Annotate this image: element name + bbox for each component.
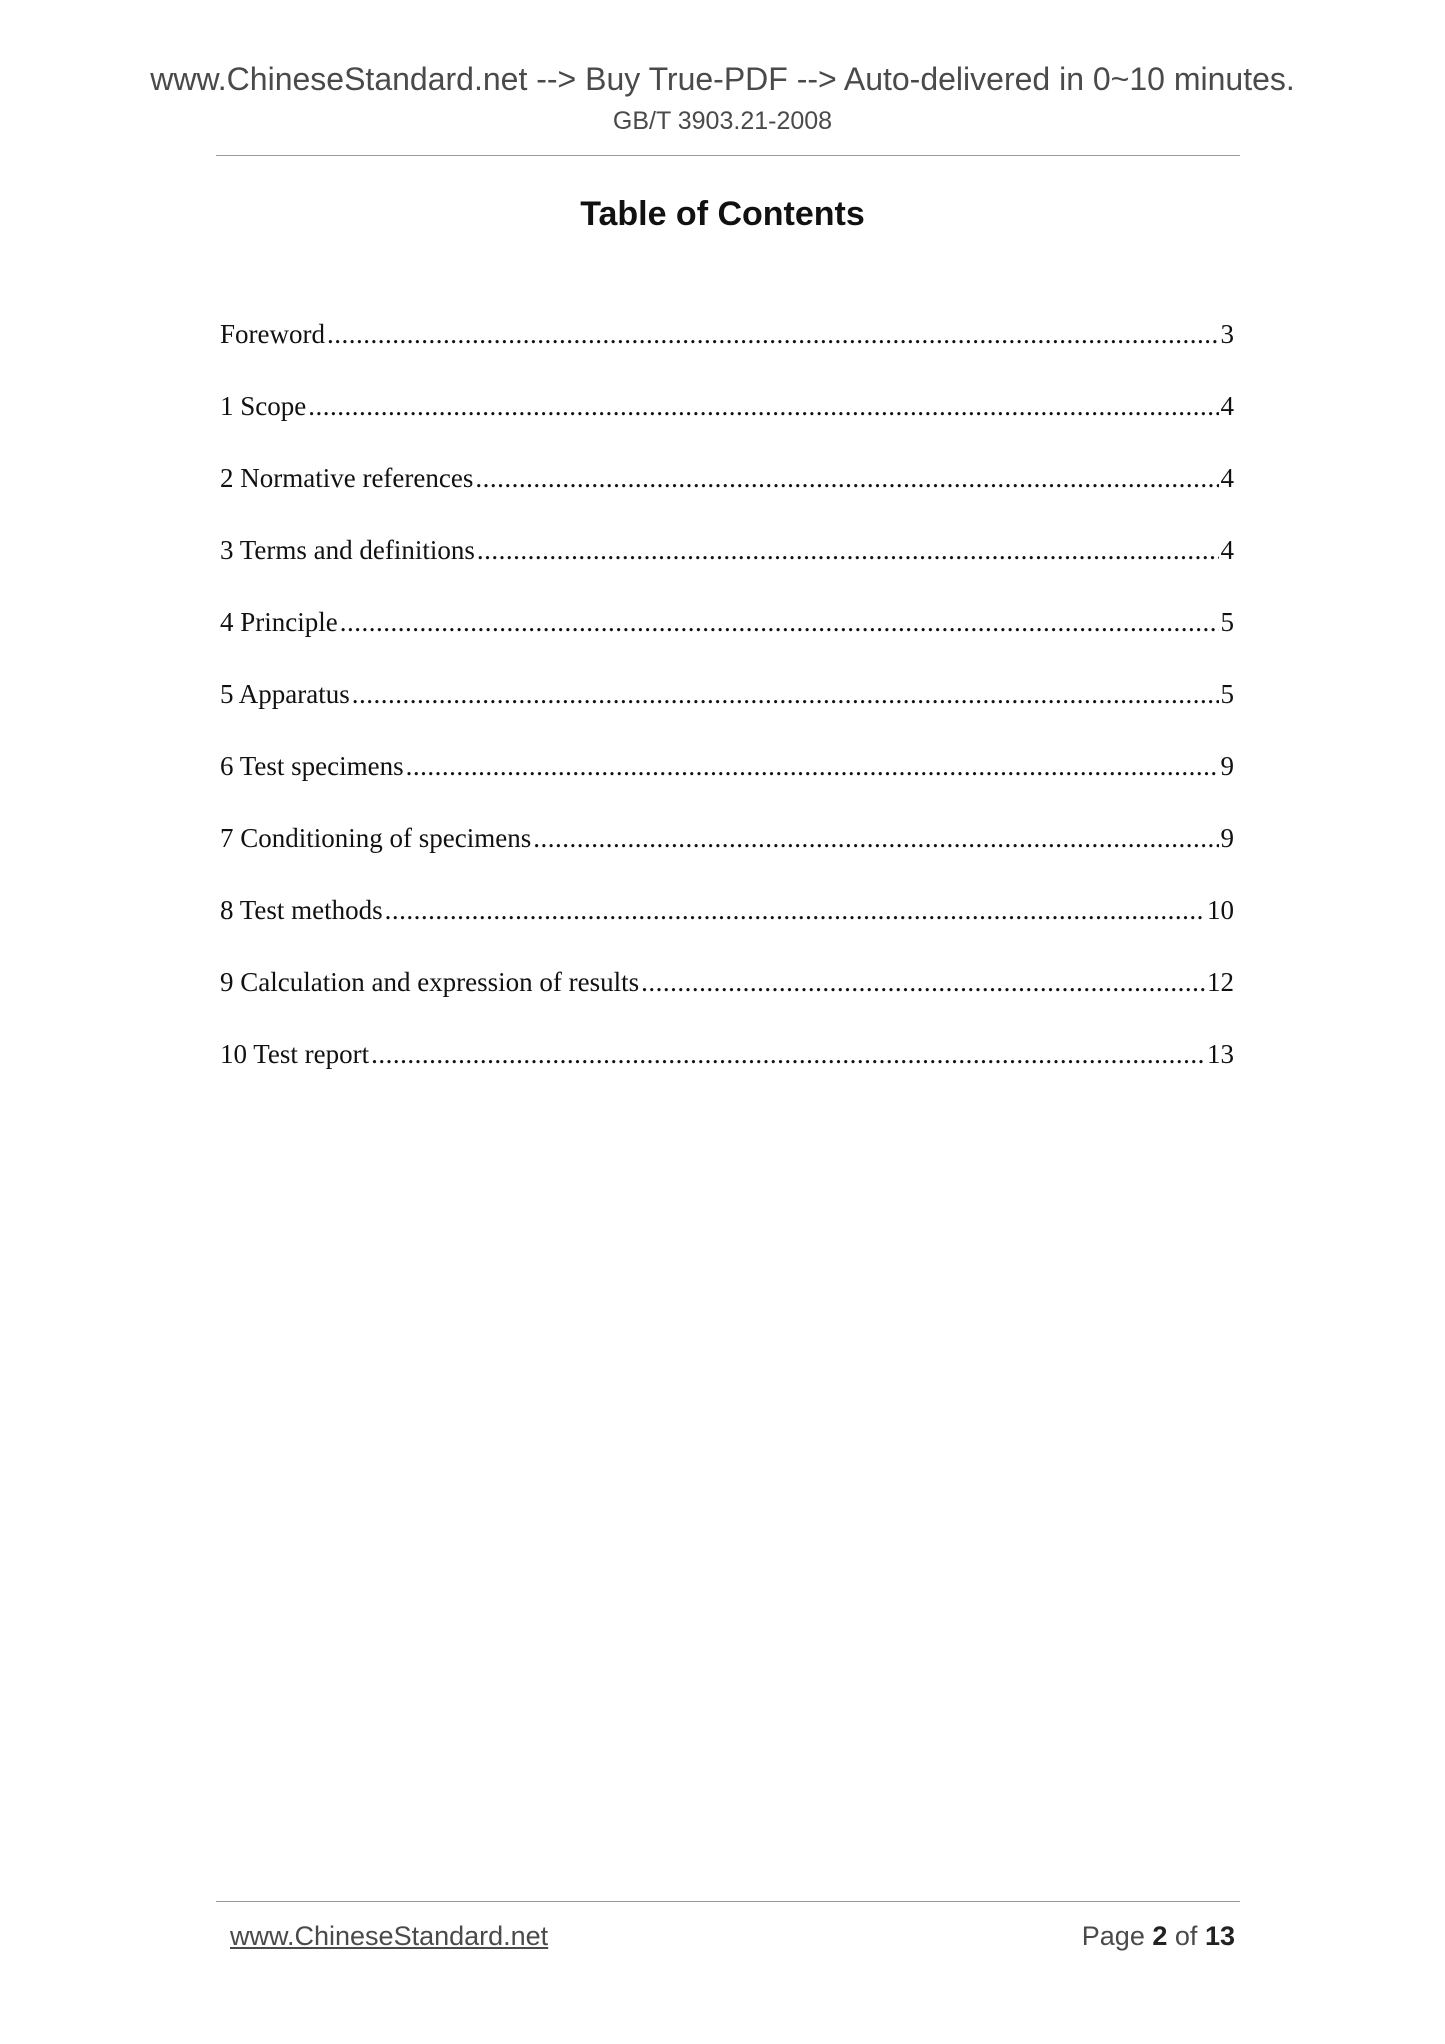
toc-entry-test-specimens[interactable] <box>220 746 1234 818</box>
toc-entry-foreword[interactable] <box>220 314 1234 386</box>
toc-entry-page: 4 <box>1220 391 1234 421</box>
toc-leader-dots <box>641 962 1205 1002</box>
page-word: Page <box>1081 1921 1145 1951</box>
toc-entry-page: 9 <box>1220 823 1234 853</box>
toc-entry-apparatus[interactable] <box>220 674 1234 746</box>
toc-entry-label: 2 Normative references <box>220 463 474 493</box>
toc-entry-terms-and-definitions[interactable] <box>220 530 1234 602</box>
toc-entry-test-methods[interactable] <box>220 890 1234 962</box>
toc-entry-page: 9 <box>1220 751 1234 781</box>
toc-list <box>220 314 1234 1106</box>
toc-entry-label: 4 Principle <box>220 607 338 637</box>
total-page-count: 13 <box>1204 1921 1235 1951</box>
toc-entry-label: 10 Test report <box>220 1039 370 1069</box>
toc-entry-label: 3 Terms and definitions <box>220 535 475 565</box>
toc-title: Table of Contents <box>580 195 865 233</box>
toc-entry-page: 5 <box>1220 679 1234 709</box>
toc-entry-label: 5 Apparatus <box>220 679 350 709</box>
toc-leader-dots <box>327 314 1219 354</box>
toc-entry-page: 5 <box>1220 607 1234 637</box>
toc-leader-dots <box>475 458 1218 498</box>
toc-entry-page: 3 <box>1220 319 1234 349</box>
toc-entry-conditioning-of-specimens[interactable] <box>220 818 1234 890</box>
toc-leader-dots <box>477 530 1219 570</box>
toc-entry-label: 9 Calculation and expression of results <box>220 967 640 997</box>
page-of-word: of <box>1174 1921 1198 1951</box>
footer-divider <box>216 1901 1240 1902</box>
page-indicator <box>1082 1918 1235 1954</box>
footer-website-link[interactable]: www.ChineseStandard.net <box>230 1921 549 1951</box>
toc-entry-page: 4 <box>1220 535 1234 565</box>
toc-entry-label: 6 Test specimens <box>220 751 404 781</box>
toc-entry-normative-references[interactable] <box>220 458 1234 530</box>
header-banner-text: www.ChineseStandard.net --> Buy True-PDF --> Auto-delivered in 0~10 minutes. <box>150 61 1295 97</box>
toc-entry-label: Foreword <box>220 319 325 349</box>
header-divider <box>216 155 1240 156</box>
toc-leader-dots <box>533 818 1218 858</box>
toc-entry-test-report[interactable] <box>220 1034 1234 1106</box>
toc-entry-label: 7 Conditioning of specimens <box>220 823 532 853</box>
document-number: GB/T 3903.21-2008 <box>612 107 833 135</box>
toc-entry-calculation-and-expression-of-results[interactable] <box>220 962 1234 1034</box>
toc-entry-label: 1 Scope <box>220 391 307 421</box>
toc-entry-page: 10 <box>1207 895 1234 925</box>
toc-entry-page: 4 <box>1220 463 1234 493</box>
toc-entry-page: 13 <box>1207 1039 1234 1069</box>
toc-entry-scope[interactable] <box>220 386 1234 458</box>
toc-leader-dots <box>340 602 1219 642</box>
current-page-number: 2 <box>1152 1921 1168 1951</box>
toc-entry-principle[interactable] <box>220 602 1234 674</box>
page-header <box>0 58 1445 138</box>
toc-leader-dots <box>385 890 1205 930</box>
toc-leader-dots <box>352 674 1219 714</box>
toc-entry-label: 8 Test methods <box>220 895 383 925</box>
toc-leader-dots <box>406 746 1219 786</box>
toc-leader-dots <box>371 1034 1205 1074</box>
toc-leader-dots <box>308 386 1218 426</box>
toc-entry-page: 12 <box>1207 967 1234 997</box>
